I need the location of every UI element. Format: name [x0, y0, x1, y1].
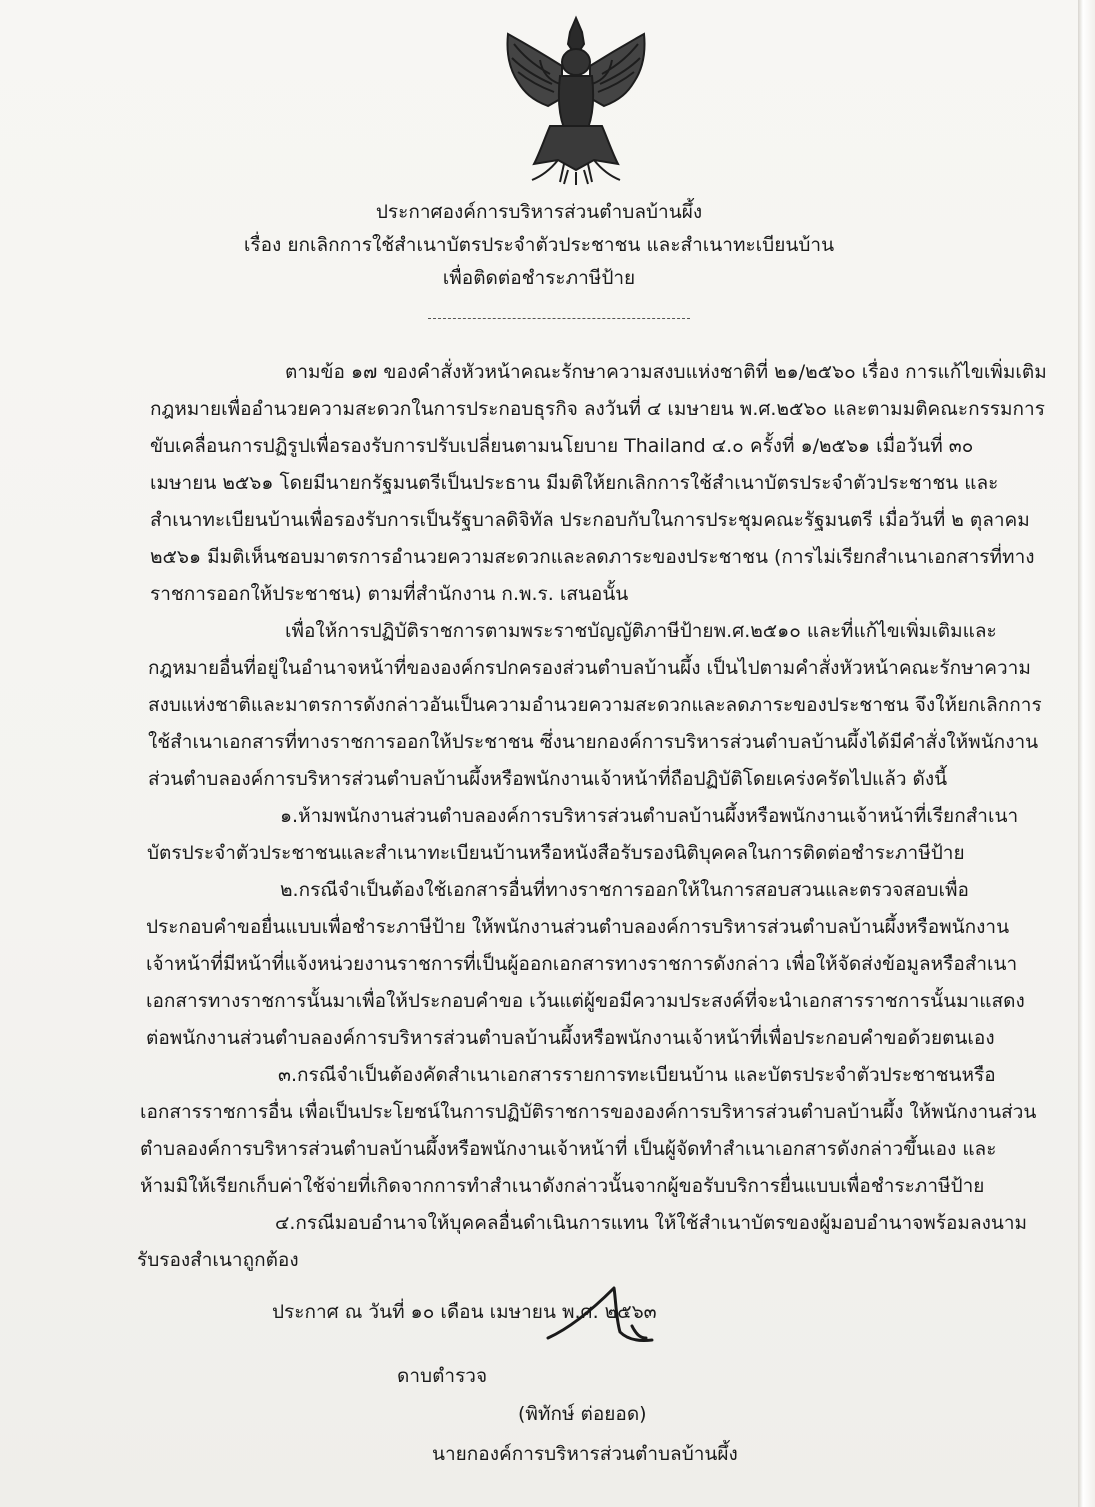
body-line: ต่อพนักงานส่วนตำบลองค์การบริหารส่วนตำบลบ้านผึ้งหรือพนักงานเจ้าหน้าที่เพื่อประกอบคำขอด้วยตนเอง — [146, 1027, 995, 1049]
body-line: ตามข้อ ๑๗ ของคำสั่งหัวหน้าคณะรักษาความสงบแห่งชาติที่ ๒๑/๒๕๖๐ เรื่อง การแก้ไขเพิ่มเติม — [285, 361, 1047, 383]
body-line: ๔.กรณีมอบอำนาจให้บุคคลอื่นดำเนินการแทน ให้ใช้สำเนาบัตรของผู้มอบอำนาจพร้อมลงนาม — [275, 1212, 1028, 1234]
body-line: เจ้าหน้าที่มีหน้าที่แจ้งหน่วยงานราชการที่เป็นผู้ออกเอกสารทางราชการดังกล่าว เพื่อให้จัดส่งข้อมูลหรือสำเนา — [146, 953, 1018, 975]
body-line: ๓.กรณีจำเป็นต้องคัดสำเนาเอกสารรายการทะเบียนบ้าน และบัตรประจำตัวประชาชนหรือ — [278, 1064, 996, 1086]
signature — [540, 1282, 660, 1352]
header-subject-cont: เพื่อติดต่อชำระภาษีป้าย — [442, 267, 636, 289]
body-line: ๒๕๖๑ มีมติเห็นชอบมาตรการอำนวยความสะดวกและลดภาระของประชาชน (การไม่เรียกสำเนาเอกสารที่ทาง — [150, 546, 1035, 568]
body-line: ราชการออกให้ประชาชน) ตามที่สำนักงาน ก.พ.ร. เสนอนั้น — [150, 583, 629, 605]
announce-date: ประกาศ ณ วันที่ ๑๐ เดือน เมษายน พ.ศ. ๒๕๖๓ — [272, 1301, 657, 1323]
body-line: ประกอบคำขอยื่นแบบเพื่อชำระภาษีป้าย ให้พนักงานส่วนตำบลองค์การบริหารส่วนตำบลบ้านผึ้งหรือพนักงาน — [146, 916, 1010, 938]
body-line: สำเนาทะเบียนบ้านเพื่อรองรับการเป็นรัฐบาลดิจิทัล ประกอบกับในการประชุมคณะรัฐมนตรี เมื่อวันที่ ๒ ตุลาคม — [150, 509, 1030, 531]
body-line: เพื่อให้การปฏิบัติราชการตามพระราชบัญญัติภาษีป้ายพ.ศ.๒๕๑๐ และที่แก้ไขเพิ่มเติมและ — [285, 620, 997, 642]
body-line: รับรองสำเนาถูกต้อง — [137, 1249, 299, 1271]
body-line: ใช้สำเนาเอกสารที่ทางราชการออกให้ประชาชน ซึ่งนายกองค์การบริหารส่วนตำบลบ้านผึ้งได้มีคำสั่งให้พนักงาน — [148, 731, 1039, 753]
body-line: บัตรประจำตัวประชาชนและสำเนาทะเบียนบ้านหรือหนังสือรับรองนิติบุคคลในการติดต่อชำระภาษีป้าย — [147, 842, 965, 864]
body-line: ๑.ห้ามพนักงานส่วนตำบลองค์การบริหารส่วนตำบลบ้านผึ้งหรือพนักงานเจ้าหน้าที่เรียกสำเนา — [280, 805, 1019, 827]
header-title: ประกาศองค์การบริหารส่วนตำบลบ้านผึ้ง — [375, 201, 703, 223]
body-line: เมษายน ๒๕๖๑ โดยมีนายกรัฐมนตรีเป็นประธาน มีมติให้ยกเลิกการใช้สำเนาบัตรประจำตัวประชาชน และ — [150, 472, 999, 494]
body-line: ส่วนตำบลองค์การบริหารส่วนตำบลบ้านผึ้งหรือพนักงานเจ้าหน้าที่ถือปฏิบัติโดยเคร่งครัดไปแล้ว ดังนี้ — [148, 768, 948, 790]
signer-name: (พิทักษ์ ต่อยอด) — [518, 1403, 647, 1425]
body-line: ห้ามมิให้เรียกเก็บค่าใช้จ่ายที่เกิดจากการทำสำเนาดังกล่าวนั้นจากผู้ขอรับบริการยื่นแบบเพื่อชำระภาษีป้าย — [140, 1175, 985, 1197]
body-line: ตำบลองค์การบริหารส่วนตำบลบ้านผึ้งหรือพนักงานเจ้าหน้าที่ เป็นผู้จัดทำสำเนาเอกสารดังกล่าวขึ้นเอง และ — [140, 1138, 997, 1160]
header-subject: เรื่อง ยกเลิกการใช้สำเนาบัตรประจำตัวประชาชน และสำเนาทะเบียนบ้าน — [243, 234, 835, 256]
separator — [428, 318, 690, 319]
body-line: ๒.กรณีจำเป็นต้องใช้เอกสารอื่นที่ทางราชการออกให้ในการสอบสวนและตรวจสอบเพื่อ — [280, 879, 969, 901]
body-line: กฎหมายอื่นที่อยู่ในอำนาจหน้าที่ขององค์กรปกครองส่วนตำบลบ้านผึ้ง เป็นไปตามคำสั่งหัวหน้าคณะรักษาความ — [148, 657, 1031, 679]
body-line: เอกสารราชการอื่น เพื่อเป็นประโยชน์ในการปฏิบัติราชการขององค์การบริหารส่วนตำบลบ้านผึ้ง ให้พนักงานส่วน — [140, 1101, 1037, 1123]
garuda-emblem-icon — [488, 14, 664, 186]
body-line: สงบแห่งชาติและมาตรการดังกล่าวอันเป็นความอำนวยความสะดวกและลดภาระของประชาชน จึงให้ยกเลิกการ — [148, 694, 1042, 716]
paper-edge — [1078, 0, 1095, 1507]
body-line: กฎหมายเพื่ออำนวยความสะดวกในการประกอบธุรกิจ ลงวันที่ ๔ เมษายน พ.ศ.๒๕๖๐ และตามมติคณะกรรมการ — [150, 398, 1045, 420]
signer-position: นายกองค์การบริหารส่วนตำบลบ้านผึ้ง — [432, 1443, 738, 1465]
body-line: ขับเคลื่อนการปฏิรูปเพื่อรองรับการปรับเปลี่ยนตามนโยบาย Thailand ๔.๐ ครั้งที่ ๑/๒๕๖๑ เมื่อวันที่ ๓๐ — [150, 435, 974, 457]
body-line: เอกสารทางราชการนั้นมาเพื่อให้ประกอบคำขอ เว้นแต่ผู้ขอมีความประสงค์ที่จะนำเอกสารราชการนั้นมาแสดง — [146, 990, 1025, 1012]
signer-rank: ดาบตำรวจ — [397, 1365, 488, 1387]
